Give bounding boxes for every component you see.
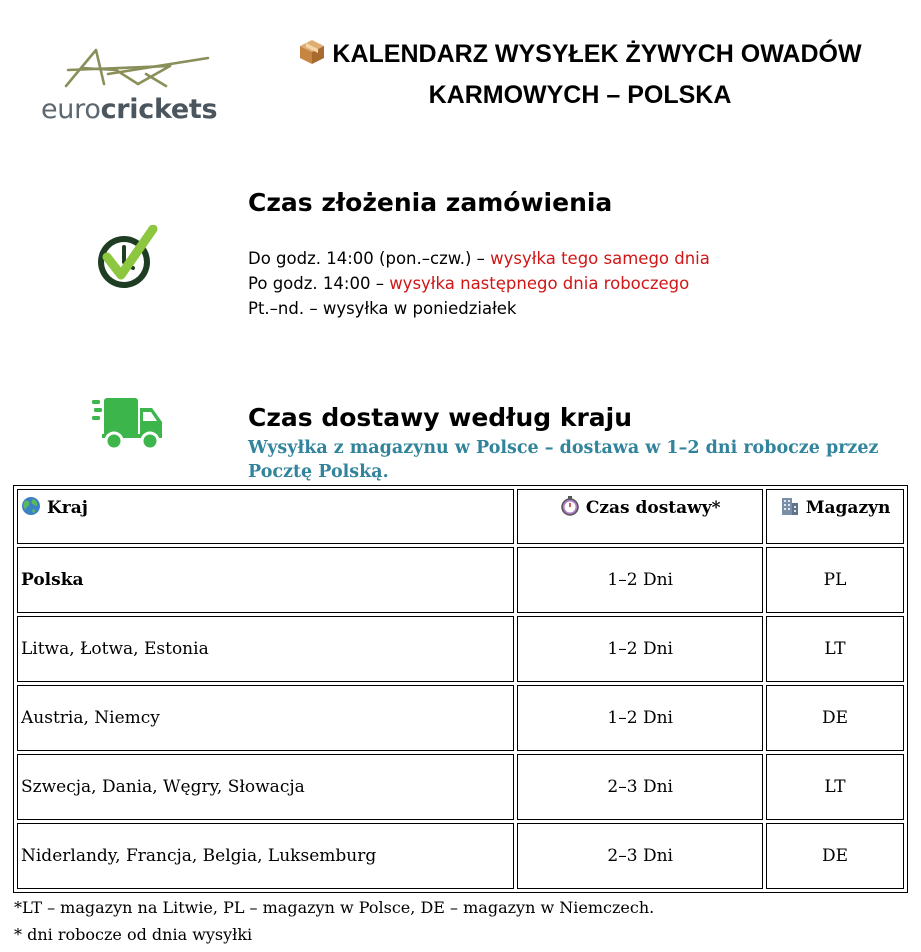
table-row (17, 823, 904, 889)
clock-check-icon (93, 225, 159, 298)
header-country-label: Kraj (47, 498, 88, 518)
row-warehouse: DE (766, 823, 904, 889)
logo-text-crickets: crickets (100, 94, 218, 125)
row-country: Niderlandy, Francja, Belgia, Luksemburg (17, 823, 514, 889)
row-country: Polska (17, 547, 514, 613)
header-warehouse-label: Magazyn (805, 498, 891, 518)
footnote-working-days: * dni robocze od dnia wysyłki (14, 925, 253, 944)
row-warehouse: LT (766, 616, 904, 682)
shipping-table (13, 485, 908, 893)
delivery-subtitle: Wysyłka z magazynu w Polsce – dostawa w 1–2 dni robocze przez Pocztę Polską. (248, 438, 879, 482)
row-warehouse: LT (766, 754, 904, 820)
row-country: Szwecja, Dania, Węgry, Słowacja (17, 754, 514, 820)
stopwatch-icon (560, 496, 580, 521)
truck-icon (92, 398, 164, 457)
header-delivery-time-label: Czas dostawy* (585, 498, 721, 518)
logo-text-euro: euro (41, 94, 101, 125)
row-delivery-time: 1–2 Dni (517, 547, 763, 613)
order-line-2 (248, 271, 710, 296)
order-time-heading: Czas złożenia zamówienia (248, 188, 613, 217)
order-line-1 (248, 246, 710, 271)
table-row (17, 754, 904, 820)
table-row (17, 685, 904, 751)
header-country (17, 489, 514, 544)
order-line-1-highlight: wysyłka tego samego dnia (490, 249, 710, 268)
title-line-1: KALENDARZ WYSYŁEK ŻYWYCH OWADÓW (332, 40, 862, 68)
row-country: Austria, Niemcy (17, 685, 514, 751)
cricket-logo-icon (38, 44, 213, 94)
title-line-2: KARMOWYCH – POLSKA (428, 81, 732, 109)
page-title (280, 36, 880, 114)
table-header-row (17, 489, 904, 544)
order-line-2-prefix: Po godz. 14:00 – (248, 274, 390, 293)
globe-icon (21, 496, 41, 521)
order-line-1-prefix: Do godz. 14:00 (pon.–czw.) – (248, 249, 491, 268)
row-warehouse: DE (766, 685, 904, 751)
row-delivery-time: 2–3 Dni (517, 823, 763, 889)
order-time-lines (248, 246, 710, 321)
row-country: Litwa, Łotwa, Estonia (17, 616, 514, 682)
row-warehouse: PL (766, 547, 904, 613)
table-row (17, 547, 904, 613)
eurocrickets-logo (38, 44, 218, 126)
delivery-heading: Czas dostawy według kraju (248, 403, 633, 432)
box-icon (298, 38, 326, 77)
row-delivery-time: 1–2 Dni (517, 616, 763, 682)
header-delivery-time (517, 489, 763, 544)
header-warehouse (766, 489, 904, 544)
building-icon (780, 496, 800, 521)
order-line-3: Pt.–nd. – wysyłka w poniedziałek (248, 299, 517, 318)
row-delivery-time: 2–3 Dni (517, 754, 763, 820)
logo-wordmark (41, 94, 217, 125)
table-row (17, 616, 904, 682)
order-line-2-highlight: wysyłka następnego dnia roboczego (389, 274, 690, 293)
footnote-warehouses: *LT – magazyn na Litwie, PL – magazyn w Polsce, DE – magazyn w Niemczech. (14, 898, 655, 917)
row-delivery-time: 1–2 Dni (517, 685, 763, 751)
